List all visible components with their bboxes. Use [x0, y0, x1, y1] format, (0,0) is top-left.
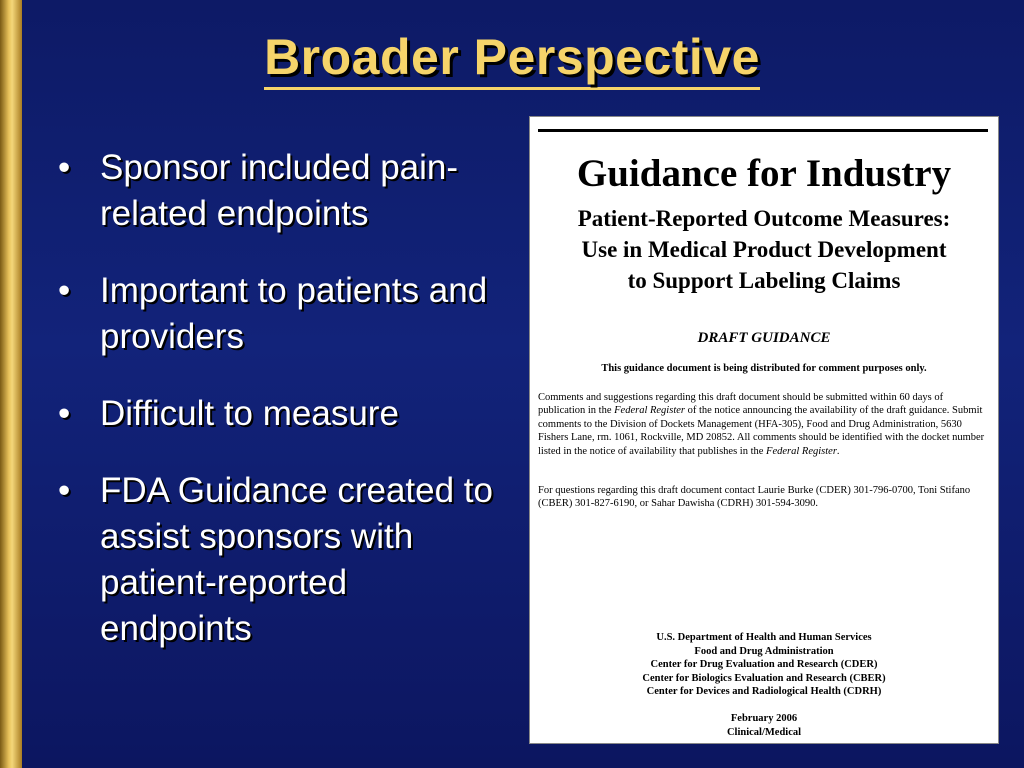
- bullet-item: • Difficult to measure: [58, 391, 498, 437]
- bullet-item: • Important to patients and providers: [58, 268, 498, 360]
- questions-paragraph: For questions regarding this draft document contact Laurie Burke (CDER) 301-796-0700, Toni Stifano (CBER) 301-827-6190, or Sahar Dawisha (CDRH) 301-594-3090.: [538, 485, 971, 510]
- document-date-block: February 2006 Clinical/Medical: [726, 713, 802, 738]
- bullet-dot-icon: •: [58, 148, 71, 187]
- agency-block: U.S. Department of Health and Human Services Food and Drug Administration Center for Drug Evaluation and Research (CDER) Center for Biologics Evaluation and Research (CBER) Center for Devices and Radiological Health (CDRH): [642, 632, 886, 698]
- document-subtitle: Patient-Reported Outcome Measures: Use in Medical Product Development to Support Labeling Claims: [577, 206, 951, 293]
- bullet-item: • Sponsor included pain-related endpoints: [58, 145, 498, 237]
- document-heading: Guidance for Industry: [576, 152, 952, 195]
- bullet-dot-icon: •: [58, 271, 71, 310]
- bullet-dot-icon: •: [58, 471, 71, 510]
- slide-title: Broader Perspective: [0, 28, 1024, 86]
- guidance-document-image: [529, 116, 999, 744]
- bullet-list: [58, 145, 498, 683]
- comments-paragraph: Comments and suggestions regarding this draft document should be submitted within 60 days of publication in the Federal Register of the notice announcing the availability of the draft guidance. Submit comments to the Division of Dockets Management (HFA-305), Food and Drug Administration, 5630 Fishers Lane, rm. 1061, Rockville, MD 20852. All comments should be identified with the docket number listed in the notice of availability that publishes in the Federal Register.: [538, 392, 985, 457]
- draft-guidance-label: DRAFT GUIDANCE: [697, 330, 831, 346]
- gold-side-bar: [0, 0, 22, 768]
- bullet-dot-icon: •: [58, 394, 71, 433]
- distribution-note: This guidance document is being distributed for comment purposes only.: [601, 363, 927, 374]
- bullet-item: • FDA Guidance created to assist sponsors with patient-reported endpoints: [58, 468, 498, 652]
- document-top-rule: [538, 129, 988, 132]
